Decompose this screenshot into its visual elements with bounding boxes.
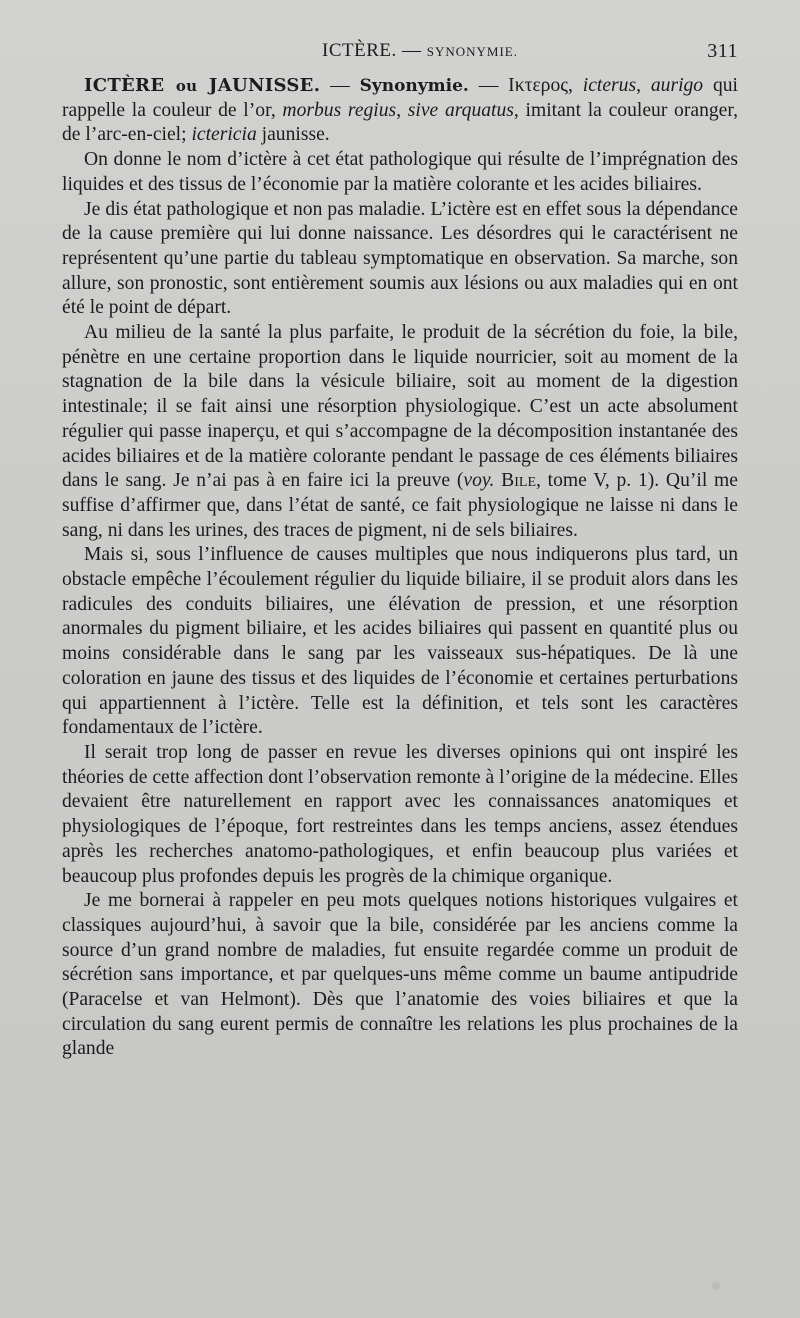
cross-reference-bile: Bile	[501, 470, 537, 492]
running-head-main: ICTÈRE.	[322, 40, 397, 61]
text-run: , tome V, p. 1). Qu’il me suffise d’affirmer que, dans l’état de santé, ce fait physiologique ne laisse ni dans le sang, ni dans les urines, des traces de pigment, ni de sels biliaires.	[62, 470, 738, 541]
latin-term: morbus regius	[282, 99, 397, 121]
entry-title	[84, 75, 320, 96]
text-run: Au milieu de la santé la plus parfaite, le produit de la sécrétion du foie, la bile, pénètre en une certaine proportion dans le liquide nourricier, soit au moment de la stagnation de la bile dans la vésicule biliaire, soit au moment de la digestion intestinale; il se fait ainsi une résorption physiologique. C’est un acte absolument régulier qui passe inaperçu, et qui s’accompagne de la décomposition instantanée des acides biliaires et de la matière colorante pendant le passage de ces éléments biliaires dans le sang. Je n’ai pas à en faire ici la preuve (	[62, 322, 738, 492]
synonymie-label: Synonymie.	[359, 76, 469, 96]
page-number: 311	[707, 40, 738, 62]
latin-term: aurigo	[650, 75, 704, 96]
text-run: jaunisse.	[256, 124, 330, 146]
running-head-title	[322, 40, 518, 62]
text-run: ,	[568, 75, 583, 96]
running-head-subtitle: SYNONYMIE.	[426, 44, 518, 59]
greek-term: Ικτερος	[508, 75, 569, 96]
dash: —	[330, 75, 350, 96]
body-text	[62, 74, 738, 1062]
text-run: ,	[396, 99, 408, 121]
voy-abbrev: voy.	[463, 470, 495, 492]
paper-stain	[712, 1282, 720, 1290]
paragraph-theories: Il serait trop long de passer en revue les diverses opinions qui ont inspiré les théories de cette affection dont l’observation remonte à l’origine de la médecine. Elles devaient être naturellement en rapport avec les connaissances anatomiques et physiologiques de l’époque, fort restreintes dans les temps anciens, assez étendues après les recherches anatomo-pathologiques, et enfin beaucoup plus variées et beaucoup plus profondes depuis les progrès de la chimique organique.	[62, 741, 738, 887]
latin-term: sive arquatus	[407, 99, 514, 121]
entry-title-ou: ou	[175, 77, 198, 95]
text-run: ,	[636, 75, 651, 96]
paragraph-entry-heading	[62, 74, 738, 148]
paragraph-obstacle: Mais si, sous l’influence de causes multiples que nous indiquerons plus tard, un obstacle empêche l’écoulement régulier du liquide biliaire, il se produit alors dans les radicules des conduits biliaires, une élévation de pression, et une résorption anormales du pigment biliaire, et les acides biliaires qui passent en quantité plus ou moins considérable dans le sang par les vaisseaux sus-hépatiques. De là une coloration en jaune des tissus et des liquides de l’économie et certaines perturbations qui appartiennent à l’ictère. Telle est la définition, et tels sont les caractères fondamentaux de l’ictère.	[62, 544, 738, 739]
paragraph-historique: Je me bornerai à rappeler en peu mots quelques notions historiques vulgaires et classiques aujourd’hui, à savoir que la bile, considérée par les anciens comme la source d’un grand nombre de maladies, fut ensuite regardée comme un produit de sécrétion sans importance, et par quelques-uns même comme un baume antipudride (Paracelse et van Helmont). Dès que l’anatomie des voies biliaires et que la circulation du sang eurent permis de connaître les relations les plus prochaines de la glande	[62, 890, 738, 1060]
entry-title-icterus: ICTÈRE	[84, 75, 165, 96]
text-run: , imitant la couleur oranger, de l’arc-en-ciel;	[62, 99, 738, 146]
latin-term: ictericia	[191, 124, 257, 146]
paragraph-sante	[62, 321, 738, 543]
paragraph-definition: On donne le nom d’ictère à cet état pathologique qui résulte de l’imprégnation des liquides et des tissus de l’économie par la matière colorante et les acides biliaires.	[62, 149, 738, 195]
entry-title-jaunisse: JAUNISSE.	[208, 75, 321, 96]
text-run: qui rappelle la couleur de l’or,	[62, 75, 738, 121]
latin-term: icterus	[582, 75, 637, 96]
dash: —	[478, 75, 499, 96]
running-head	[62, 40, 738, 74]
paragraph-etat-pathologique: Je dis état pathologique et non pas maladie. L’ictère est en effet sous la dépendance de la cause première qui lui donne naissance. Les désordres qui le caractérisent ne représentent qu’une partie du tableau symptomatique en observation. Sa marche, son allure, son pronostic, sont entièrement soumis aux lésions ou aux maladies qui en ont été le point de départ.	[62, 198, 738, 319]
running-head-dash: —	[402, 40, 422, 61]
